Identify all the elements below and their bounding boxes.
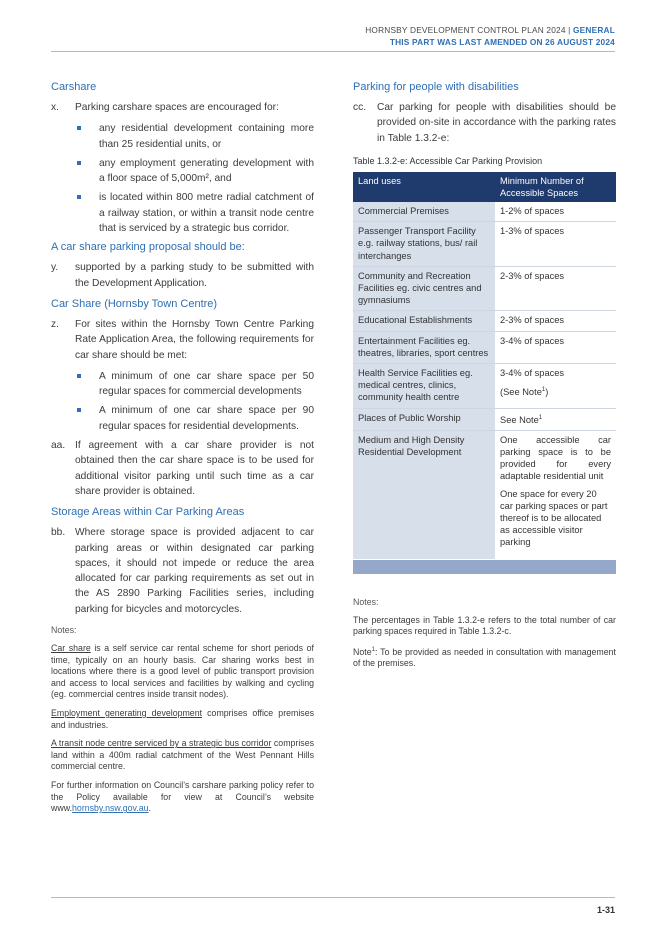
table-row: [353, 408, 616, 430]
clause-text: If agreement with a car share provider is not obtained then the car share space is to be used for additional visitor parking until such time as a car share provider is obtained.: [75, 440, 314, 497]
bullet-icon: [77, 161, 81, 165]
minimum-text-visitor: One space for every 20 car parking spaces or part thereof is to be allocated as accessible visitor parking: [500, 488, 608, 548]
bullet-text: A minimum of one car share space per 50 regular spaces for commercial developments: [99, 370, 314, 398]
minimum-cell: [495, 430, 616, 559]
right-column: [353, 76, 616, 677]
table-row: [353, 222, 616, 267]
minimum-cell: [495, 408, 616, 430]
table-row: [353, 202, 616, 222]
note-term: Employment generating development: [51, 707, 203, 718]
accessible-parking-table: [353, 172, 616, 575]
note-transit-node: [51, 738, 314, 773]
table-footer-bar: [353, 559, 616, 574]
page-header: [365, 24, 615, 48]
note-text: comprises land within a 400m radial catchment of the West Pennant Hills commercial centre.: [51, 738, 314, 772]
note-prefix: Note: [353, 646, 372, 657]
note-text: comprises office premises and industries.: [51, 707, 314, 730]
notes-label: Notes:: [51, 625, 77, 636]
clause-label: x.: [51, 102, 59, 113]
bullet-item: [51, 403, 314, 434]
table-row: [353, 266, 616, 311]
bullet-text: any residential development containing more than 25 residential units, or: [99, 123, 314, 150]
note-car-share: [51, 643, 314, 701]
minimum-cell: 1-2% of spaces: [495, 202, 616, 222]
minimum-cell: [495, 363, 616, 408]
land-use-cell: Educational Establishments: [353, 311, 495, 331]
see-note: (See Note: [500, 387, 542, 398]
bullet-text: any employment generating development with a floor space of 5,000m², and: [99, 157, 314, 185]
clause-label: aa.: [51, 440, 66, 452]
table-header-row: [353, 172, 616, 202]
header-plan-title: HORNSBY DEVELOPMENT CONTROL PLAN 2024 |: [365, 25, 574, 35]
see-note-text: [500, 384, 611, 398]
column-header: Land uses: [353, 172, 495, 202]
bullet-item: [51, 156, 314, 187]
footnote-marker: 1: [538, 414, 543, 421]
notes-label: Notes:: [353, 596, 379, 607]
clause-label: y.: [51, 262, 59, 274]
bullet-icon: [77, 126, 81, 130]
proposal-heading: A car share parking proposal should be:: [51, 241, 245, 254]
header-part-name: GENERAL: [573, 25, 615, 35]
storage-heading: Storage Areas within Car Parking Areas: [51, 506, 245, 519]
footnote-marker: 1: [371, 646, 375, 653]
clause-text: Where storage space is provided adjacent to car parking areas or within designated car parking spaces, it should not impede or reduce the area allocated for car parking requirements as set out in the AS 2890 Parking Facilities series, including parking for bicycles and motorcycles.: [75, 527, 314, 615]
note-text: is a self service car rental scheme for short periods of time, typically on an hourly basis. Car sharing works best in locations where there is a good level of public transport provision and access to local services and facilities by walking and cycling (eg. commercial centres inside transit nodes).: [51, 643, 314, 700]
land-use-cell: Passenger Transport Facility e.g. railway stations, bus/ rail interchanges: [353, 222, 495, 267]
note-employment: [51, 708, 314, 731]
note-term: Car share: [51, 643, 91, 654]
table-row: [353, 430, 616, 559]
bullet-item: [51, 121, 314, 152]
clause-y: [51, 260, 314, 291]
minimum-cell: 1-3% of spaces: [495, 222, 616, 267]
see-note-close: ): [545, 387, 549, 398]
land-use-cell: Commercial Premises: [353, 202, 495, 222]
footnote-marker: 1: [541, 387, 546, 394]
table-notes: [353, 597, 616, 670]
minimum-cell: 2-3% of spaces: [495, 311, 616, 331]
clause-x: [51, 100, 314, 115]
hornsby-heading: Car Share (Hornsby Town Centre): [51, 297, 218, 310]
note-text: For further information on Council’s carshare parking policy refer to the Policy available for view at Council’s website www.: [51, 779, 314, 814]
clause-aa: [51, 438, 314, 499]
note-text: .: [148, 803, 151, 814]
land-use-cell: Entertainment Facilities eg. theatres, libraries, sport centres: [353, 331, 495, 363]
council-website-link[interactable]: hornsby.nsw.gov.au: [72, 803, 149, 814]
bullet-text: A minimum of one car share space per 90 regular spaces for residential developments.: [99, 405, 314, 432]
bullet-icon: [77, 195, 81, 199]
clause-text: Car parking for people with disabilities should be provided on-site in accordance with the parking rates in Table 1.3.2-e:: [377, 102, 616, 144]
minimum-text: 3-4% of spaces: [500, 367, 565, 378]
column-header: Minimum Number of Accessible Spaces: [495, 172, 616, 202]
land-use-cell: Places of Public Worship: [353, 408, 495, 430]
clause-text: Parking carshare spaces are encouraged for:: [75, 102, 279, 113]
bullet-item: [51, 190, 314, 236]
left-column: [51, 76, 314, 822]
header-divider: [51, 51, 615, 52]
header-line-1: [365, 24, 615, 36]
land-use-cell: Health Service Facilities eg. medical centres, clinics, community health centre: [353, 363, 495, 408]
minimum-cell: 3-4% of spaces: [495, 331, 616, 363]
bullet-text: is located within 800 metre radial catchment of a railway station, or within a transit node centre that is serviced by a strategic bus corridor.: [99, 192, 314, 235]
clause-text: For sites within the Hornsby Town Centre Parking Rate Application Area, the following requirements for car share should be met:: [75, 318, 314, 361]
carshare-heading: Carshare: [51, 81, 97, 93]
clause-label: cc.: [353, 102, 367, 113]
clause-z: [51, 317, 314, 363]
table-row: [353, 331, 616, 363]
minimum-text: One accessible car parking space is to be provided for every adaptable residential unit: [500, 434, 611, 482]
bullet-icon: [77, 408, 81, 412]
bullet-icon: [77, 374, 81, 378]
land-use-cell: Medium and High Density Residential Development: [353, 430, 495, 559]
note-footnote-1: [353, 645, 616, 670]
table-row: [353, 363, 616, 408]
clause-label: bb.: [51, 527, 66, 539]
clause-bb: [51, 525, 314, 617]
table-row: [353, 311, 616, 331]
note-text: : To be provided as needed in consultation with management of the premises.: [353, 646, 616, 669]
note-further-info: [51, 780, 314, 815]
note-term: A transit node centre serviced by a strategic bus corridor: [51, 738, 272, 749]
page-number: 1-31: [596, 905, 615, 915]
note-percentages: The percentages in Table 1.3.2-e refers to the total number of car parking spaces required in Table 1.3.2-c.: [353, 614, 616, 637]
clause-cc: [353, 100, 616, 146]
land-use-cell: Community and Recreation Facilities eg. civic centres and gymnasiums: [353, 266, 495, 311]
table-caption: Table 1.3.2-e: Accessible Car Parking Provision: [353, 155, 543, 166]
bullet-item: [51, 369, 314, 400]
footer-divider: [51, 897, 615, 898]
disability-heading: Parking for people with disabilities: [353, 81, 519, 93]
minimum-cell: 2-3% of spaces: [495, 266, 616, 311]
clause-label: z.: [51, 318, 59, 330]
clause-text: supported by a parking study to be submitted with the Development Application.: [75, 262, 314, 289]
header-amended-note: THIS PART WAS LAST AMENDED ON 26 AUGUST 2024: [389, 37, 615, 47]
see-note: See Note: [500, 414, 539, 425]
